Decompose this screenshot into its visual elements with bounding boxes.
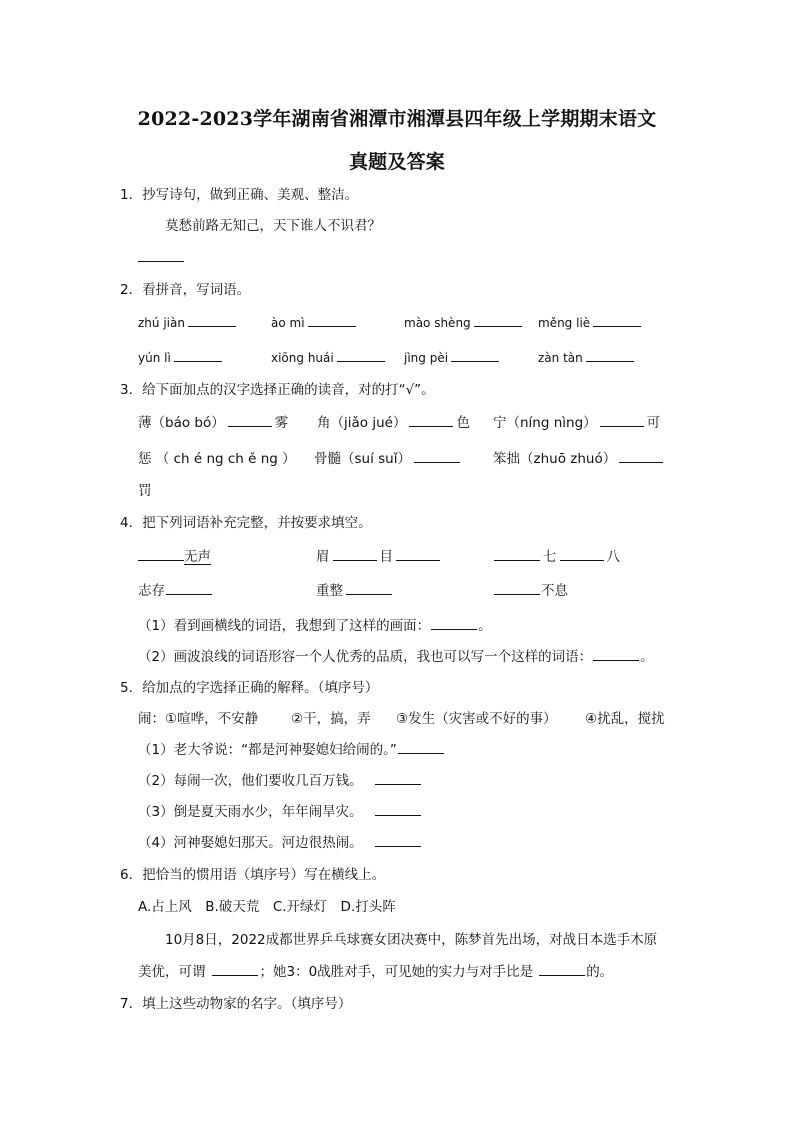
pinyin-item: yún lì	[138, 349, 225, 367]
answer-blank[interactable]	[346, 582, 392, 595]
question-4-subquestion-1: （1）看到画横线的词语，我想到了这样的画面： 。	[138, 618, 492, 634]
question-5-sentence-3: （3）倒是夏天雨水少，年年闹旱灾。	[138, 803, 421, 821]
idiom-item	[138, 548, 211, 566]
answer-blank[interactable]	[375, 772, 421, 785]
answer-blank[interactable]	[431, 617, 477, 630]
definition-label: 闹：	[138, 711, 165, 727]
answer-blank[interactable]	[593, 314, 641, 327]
question-4-subquestion-2: （2）画波浪线的词语形容一个人优秀的品质，我也可以写一个这样的词语： 。	[138, 649, 654, 665]
reading-choice: 薄（báo bó） 雾	[138, 415, 289, 431]
answer-blank[interactable]	[494, 582, 540, 595]
question-6-paragraph-line1: 10月8日，2022成都世界乒乓球赛女团决赛中，陈梦首先出场，对战日本选手木原	[165, 932, 658, 948]
answer-blank[interactable]	[474, 314, 522, 327]
answer-blank[interactable]	[375, 834, 421, 847]
document-title-line2: 真题及答案	[348, 151, 445, 173]
reading-choice-continuation: 罚	[138, 483, 152, 499]
definition-1: ①喧哗，不安静	[165, 711, 259, 727]
definition-3: ③发生（灾害或不好的事）	[396, 711, 557, 727]
answer-blank[interactable]	[308, 314, 356, 327]
pinyin-item: zhú jiàn	[138, 314, 239, 332]
answer-blank[interactable]	[333, 548, 377, 561]
answer-blank[interactable]	[494, 548, 540, 561]
question-5-sentence-1: （1）老大爷说：“都是河神娶媳妇给闹的。”	[138, 741, 444, 759]
idiom-item: 重整	[316, 582, 395, 600]
pinyin-item: měng liè	[538, 314, 644, 332]
pinyin-item: xiōng huái	[271, 349, 388, 367]
question-3-heading: 3．给下面加点的汉字选择正确的读音，对的打“√”。	[120, 382, 435, 398]
document-title-line1: 2022-2023学年湖南省湘潭市湘潭县四年级上学期期末语文	[137, 108, 657, 130]
question-5-heading: 5．给加点的字选择正确的解释。（填序号）	[120, 680, 379, 696]
answer-blank[interactable]	[586, 349, 634, 362]
idiom-item: 七 八	[494, 548, 620, 566]
reading-choice: 惩 （ ch é ng ch ě ng ）	[138, 451, 296, 467]
reading-choice: 笨拙（zhuō zhuó）	[493, 450, 666, 468]
answer-blank[interactable]	[212, 963, 258, 976]
question-5-sentence-4: （4）河神娶媳妇那天。河边很热闹。	[138, 834, 421, 852]
question-6-options: A.占上风 B.破天荒 C.开绿灯 D.打头阵	[138, 899, 396, 915]
question-7-heading: 7．填上这些动物家的名字。（填序号）	[120, 996, 352, 1012]
answer-blank[interactable]	[398, 741, 444, 754]
question-6-heading: 6．把恰当的惯用语（填序号）写在横线上。	[120, 867, 386, 883]
answer-blank[interactable]	[593, 648, 639, 661]
answer-blank[interactable]	[166, 582, 212, 595]
pinyin-item: ào mì	[271, 314, 359, 332]
idiom-item: 不息	[494, 582, 568, 600]
idiom-item: 志存	[138, 582, 212, 600]
pinyin-item: zàn tàn	[538, 349, 637, 367]
pinyin-item: mào shèng	[404, 314, 525, 332]
question-1-poem: 莫愁前路无知己，天下谁人不识君？	[165, 218, 381, 234]
answer-blank[interactable]	[174, 349, 222, 362]
answer-blank[interactable]	[337, 349, 385, 362]
reading-choice: 骨髓（suí suǐ）	[314, 450, 463, 468]
answer-blank[interactable]	[228, 414, 272, 427]
question-5-sentence-2: （2）每闹一次，他们要收几百万钱。	[138, 772, 421, 790]
idiom-item: 眉 目	[316, 548, 443, 566]
answer-blank[interactable]	[375, 803, 421, 816]
question-4-heading: 4．把下列词语补充完整，并按要求填空。	[120, 515, 372, 531]
question-6-paragraph-line2: 美优，可谓 ；她3：0战胜对手，可见她的实力与对手比是 的。	[138, 964, 614, 980]
reading-choice: 角（jiǎo jué） 色	[317, 415, 470, 431]
answer-blank[interactable]	[409, 414, 453, 427]
answer-blank[interactable]	[188, 314, 236, 327]
pinyin-item: jìng pèi	[404, 349, 502, 367]
question-1-answer-blank[interactable]	[138, 249, 184, 267]
definition-4: ④扰乱，搅扰	[585, 711, 665, 727]
answer-blank[interactable]	[619, 450, 663, 463]
answer-blank[interactable]	[138, 548, 184, 561]
reading-choice: 宁（níng nìng） 可	[493, 415, 661, 431]
underlined-word: 无声	[184, 549, 211, 565]
answer-blank[interactable]	[600, 414, 644, 427]
answer-blank[interactable]	[560, 548, 604, 561]
question-2-heading: 2．看拼音，写词语。	[120, 282, 251, 298]
definition-2: ②干，搞，弄	[291, 711, 371, 727]
question-1-heading: 1．抄写诗句，做到正确、美观、整洁。	[120, 187, 359, 203]
answer-blank[interactable]	[451, 349, 499, 362]
answer-blank[interactable]	[539, 963, 585, 976]
answer-blank[interactable]	[396, 548, 440, 561]
answer-blank[interactable]	[414, 450, 460, 463]
